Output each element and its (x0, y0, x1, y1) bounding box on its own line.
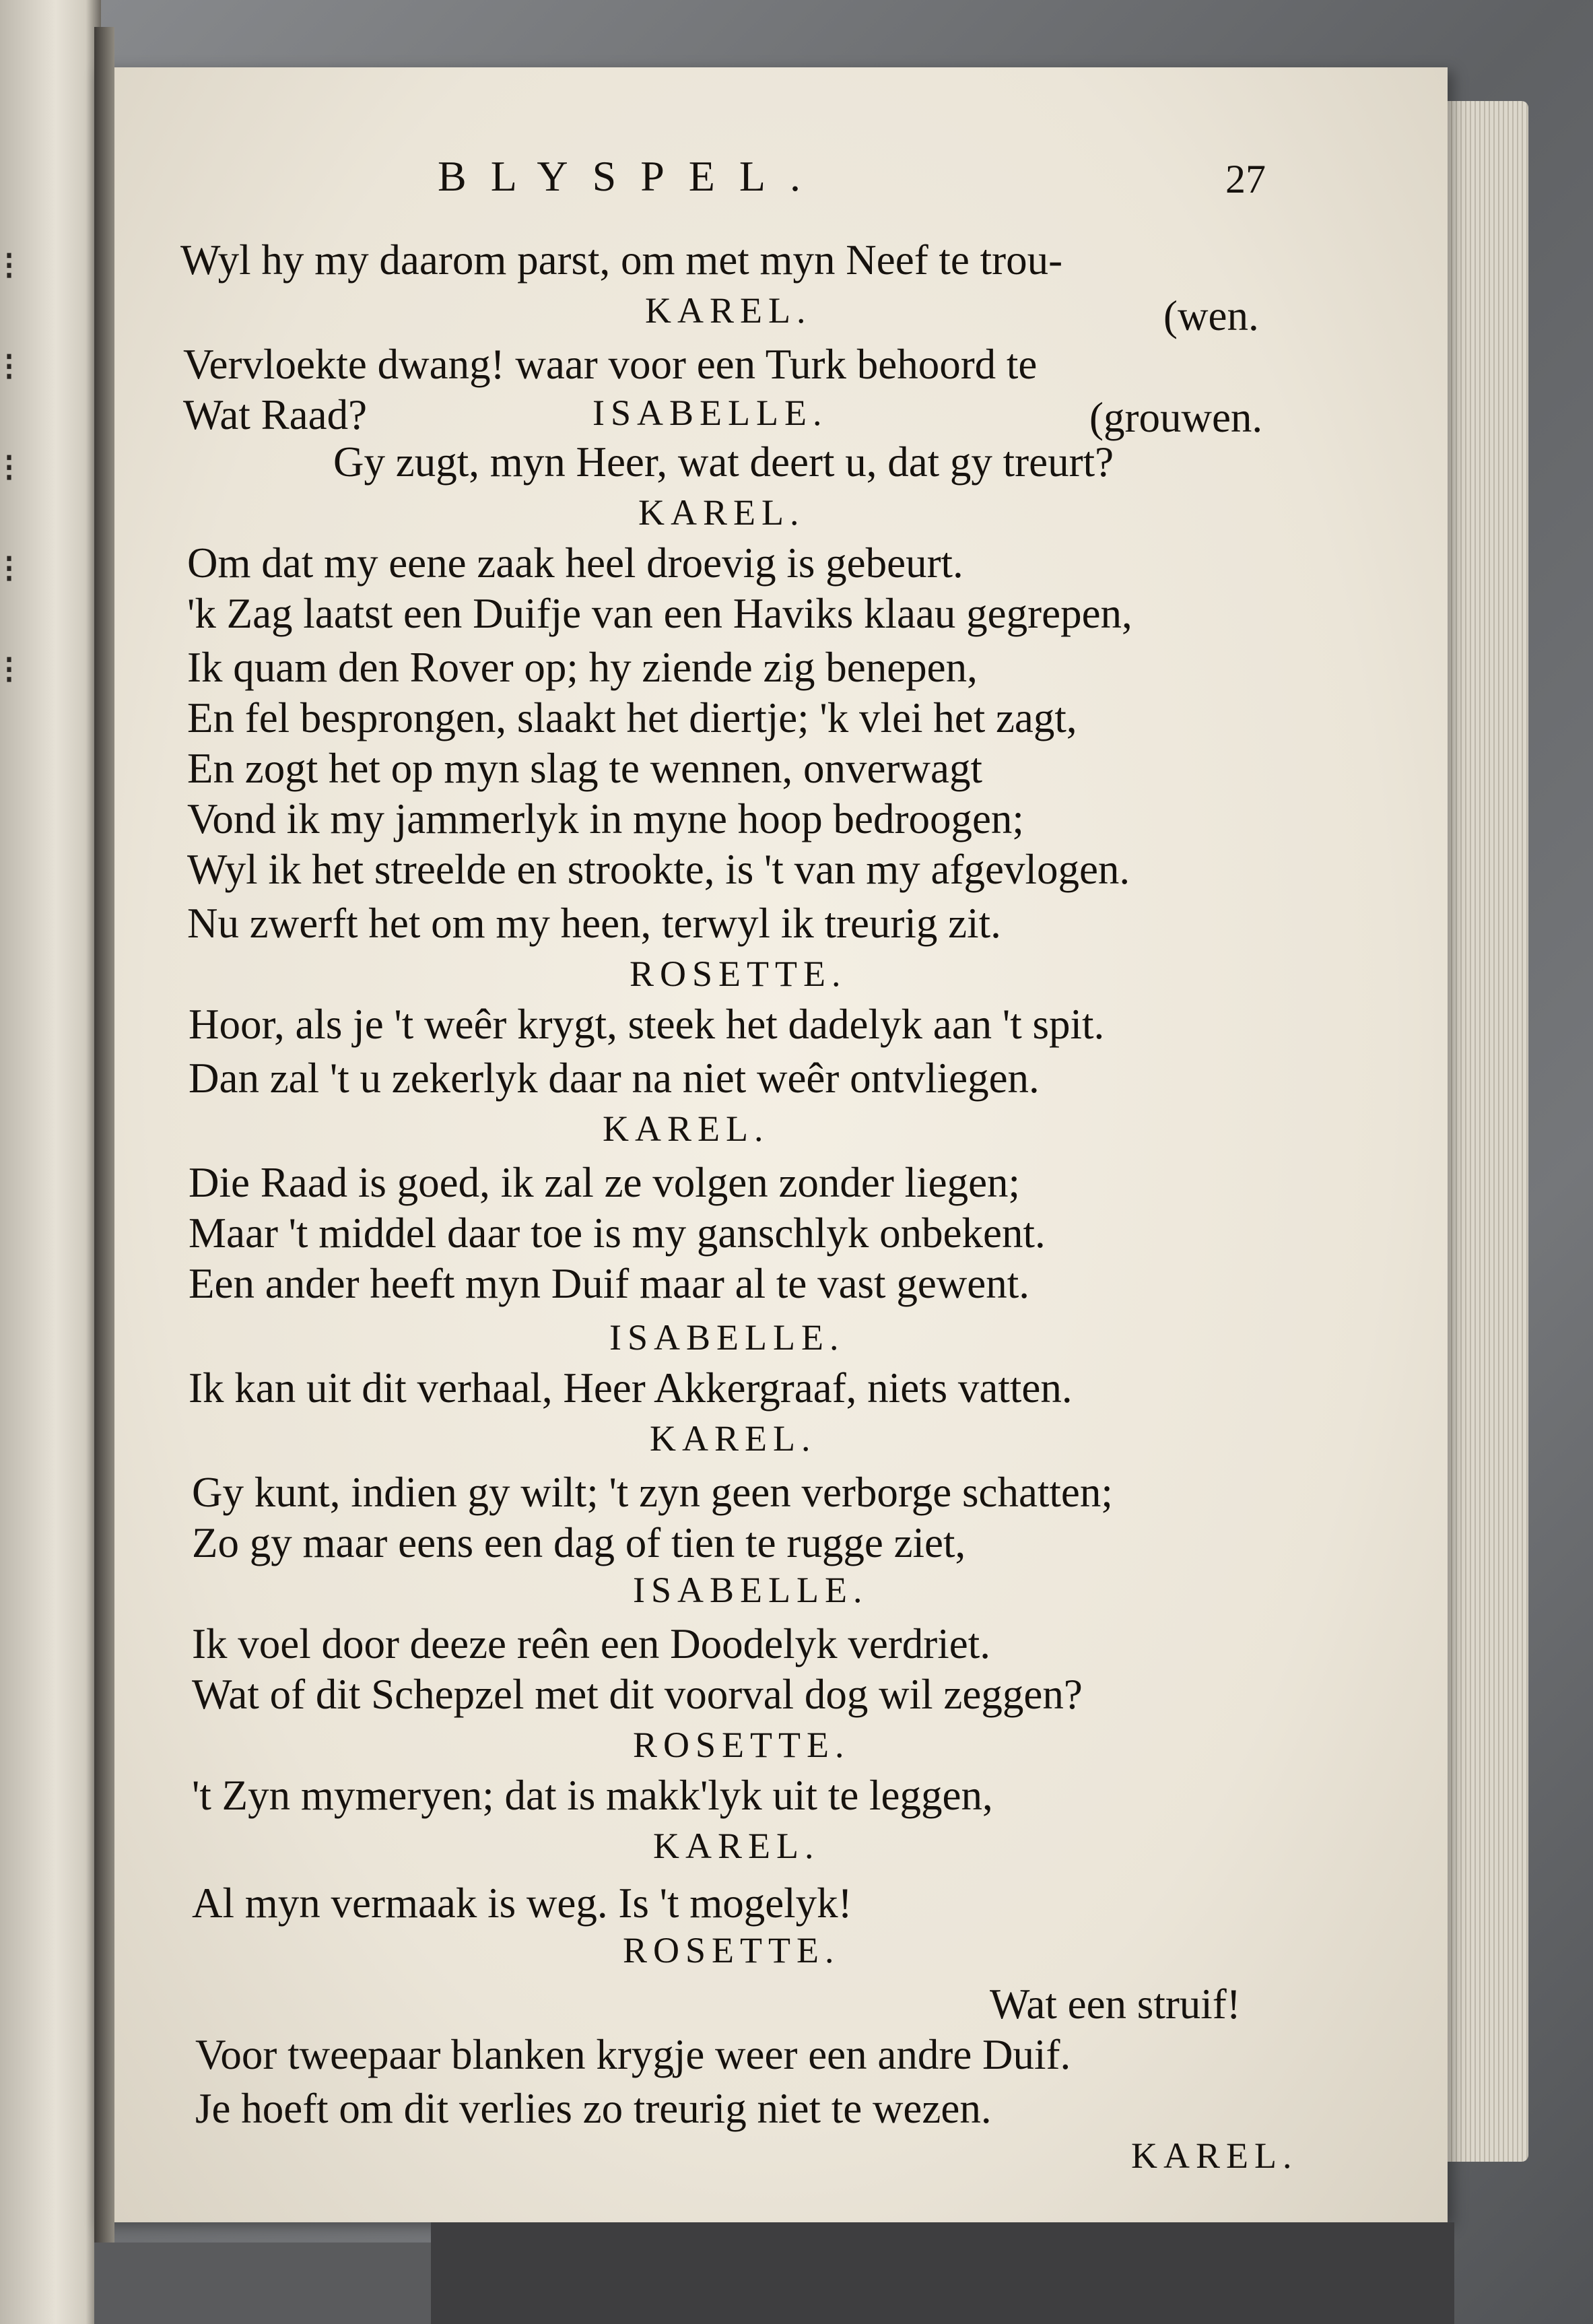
verse-line: Vervloekte dwang! waar voor een Turk behoord te (183, 341, 1038, 388)
verse-line: Hoor, als je 't weêr krygt, steek het dadelyk aan 't spit. (189, 1001, 1105, 1048)
verse-line: Wyl hy my daarom parst, om met myn Neef te trou- (180, 236, 1063, 284)
verse-line: Wat of dit Schepzel met dit voorval dog wil zeggen? (192, 1671, 1083, 1718)
turnover-line: (grouwen. (1089, 394, 1263, 441)
verse-line: Nu zwerft het om my heen, terwyl ik treurig zit. (187, 900, 1001, 947)
speaker-karel: KAREL. (653, 1826, 820, 1866)
verse-line: Gy zugt, myn Heer, wat deert u, dat gy treurt? (333, 438, 1114, 486)
verse-line: Ik quam den Rover op; hy ziende zig benepen, (187, 644, 978, 691)
verse-line: Wat een struif! (990, 1981, 1241, 2028)
verse-line: Wyl ik het streelde en strookte, is 't van my afgevlogen. (187, 846, 1130, 893)
catchword: KAREL. (1131, 2135, 1298, 2176)
verse-line: Maar 't middel daar toe is my ganschlyk onbekent. (189, 1209, 1046, 1257)
speaker-karel: KAREL. (645, 290, 812, 331)
turnover-line: (wen. (1163, 292, 1259, 339)
verse-line: Gy kunt, indien gy wilt; 't zyn geen verborge schatten; (192, 1469, 1113, 1516)
page-stack-edge (1448, 101, 1528, 2162)
cover-bottom (431, 2222, 1454, 2324)
speaker-rosette: ROSETTE. (630, 954, 847, 994)
verse-line: Vond ik my jammerlyk in myne hoop bedroogen; (187, 795, 1024, 842)
speaker-karel: KAREL. (650, 1418, 817, 1459)
speaker-rosette: ROSETTE. (623, 1930, 840, 1970)
verse-line: Wat Raad? (183, 391, 368, 438)
left-page-edge (0, 0, 101, 2324)
verse-line: 't Zyn mymeryen; dat is makk'lyk uit te leggen, (192, 1772, 993, 1819)
speaker-rosette: ROSETTE. (633, 1725, 850, 1765)
gutter-shadow (94, 27, 114, 2290)
page-number: 27 (1225, 157, 1266, 201)
speaker-isabelle: ISABELLE. (633, 1570, 869, 1610)
verse-line: Zo gy maar eens een dag of tien te rugge ziet, (192, 1519, 966, 1566)
verse-line: Al myn vermaak is weg. Is 't mogelyk! (192, 1880, 852, 1927)
verse-line: Dan zal 't u zekerlyk daar na niet weêr ontvliegen. (189, 1055, 1040, 1102)
speaker-karel: KAREL. (603, 1108, 770, 1149)
verse-line: 'k Zag laatst een Duifje van een Haviks klaau gegrepen, (187, 590, 1132, 637)
speaker-isabelle: ISABELLE. (609, 1317, 845, 1358)
verse-line: En fel besprongen, slaakt het diertje; 'k vlei het zagt, (187, 694, 1077, 741)
page-bottom-shadow (94, 2243, 431, 2324)
left-page-marks: ⁝ ⁝ ⁝ ⁝ ⁝ (3, 244, 16, 692)
speaker-isabelle: ISABELLE. (592, 393, 828, 433)
verse-line: Die Raad is goed, ik zal ze volgen zonder liegen; (189, 1159, 1021, 1206)
verse-line: Ik kan uit dit verhaal, Heer Akkergraaf, niets vatten. (189, 1364, 1073, 1412)
verse-line: Je hoeft om dit verlies zo treurig niet te wezen. (195, 2085, 992, 2132)
verse-line: Een ander heeft myn Duif maar al te vast gewent. (189, 1260, 1029, 1307)
verse-line: Om dat my eene zaak heel droevig is gebeurt. (187, 539, 963, 587)
running-head: BLYSPEL. (438, 152, 825, 200)
speaker-karel: KAREL. (638, 492, 805, 533)
verse-line: En zogt het op myn slag te wennen, onverwagt (187, 745, 982, 792)
verse-line: Voor tweepaar blanken krygje weer een andre Duif. (195, 2031, 1071, 2078)
verse-line: Ik voel door deeze reên een Doodelyk verdriet. (192, 1620, 990, 1667)
